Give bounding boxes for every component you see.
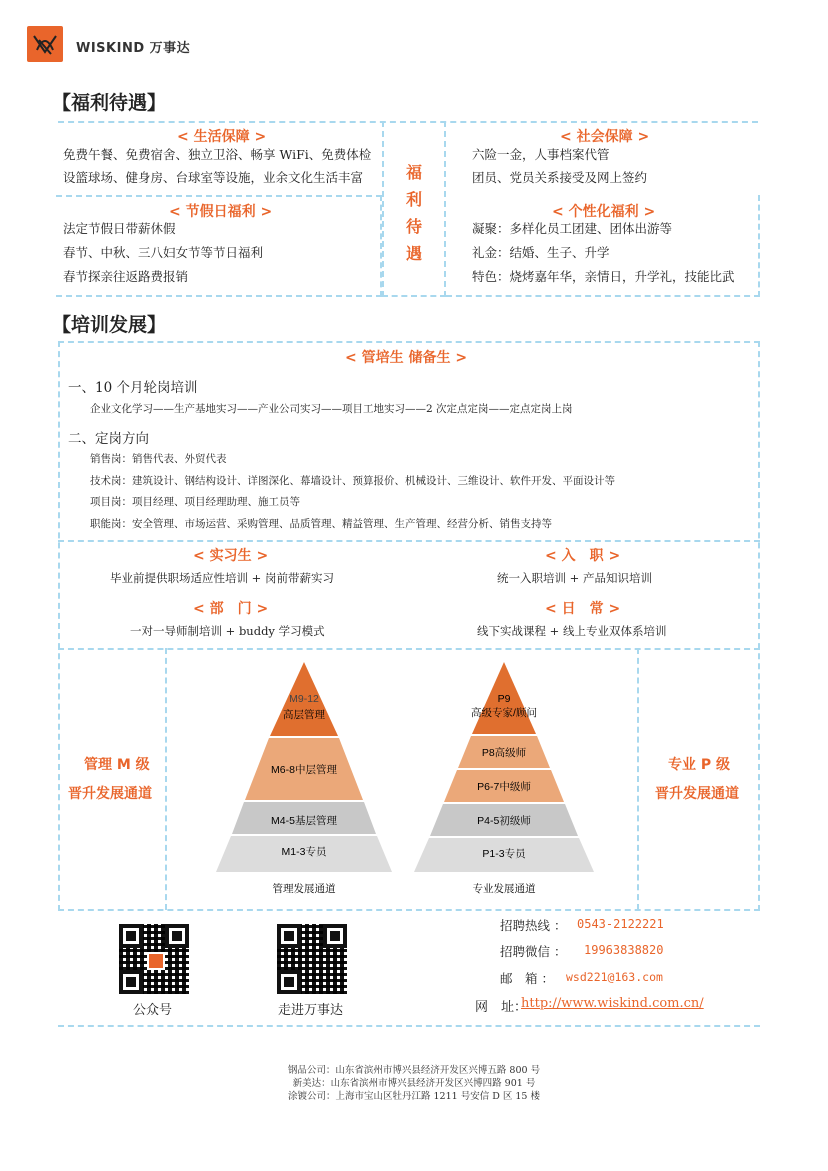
personal-line-3: 特色：烧烤嘉年华，亲情日，升学礼，技能比武 — [472, 269, 735, 284]
prof-path-label: 晋升发展通道 — [655, 786, 739, 802]
pyramid-label-m6: M6-8中层管理 — [271, 764, 337, 776]
company-logo — [27, 26, 63, 62]
email-label: 邮 箱 ： — [500, 971, 554, 986]
rotation-heading: 一、10 个月轮岗培训 — [68, 380, 198, 396]
hotline-value: 0543-2122221 — [577, 917, 664, 931]
onboard-header: < 入 职 > — [545, 548, 621, 564]
life-line-1: 免费午餐、免费宿舍、独立卫浴、畅享 WiFi、免费体检 — [63, 147, 372, 162]
life-line-2: 设篮球场、健身房、台球室等设施，业余文化生活丰富 — [63, 170, 364, 185]
wechat-label: 招聘微信 ： — [500, 944, 567, 959]
direction-tech: 技术岗：建筑设计、钢结构设计、详图深化、幕墙设计、预算报价、机械设计、三维设计、软件开发、平面设计等 — [90, 475, 615, 487]
divider — [58, 1025, 760, 1027]
pyramid-label-m9: M9-12 — [289, 693, 319, 705]
pyramid-label-p9: P9 — [497, 693, 511, 705]
hotline-label: 招聘热线 ： — [500, 918, 567, 933]
holiday-line-2: 春节、中秋、三八妇女节等节日福利 — [63, 245, 264, 260]
center-char: 利 — [405, 190, 422, 209]
holiday-line-1: 法定节假日带薪休假 — [63, 221, 176, 236]
wechat-official-qr[interactable] — [119, 924, 189, 994]
rotation-path: 企业文化学习——生产基地实习——产业公司实习——项目工地实习——2 次定点定岗——定点定岗上岗 — [90, 403, 573, 415]
direction-sales: 销售岗：销售代表、外贸代表 — [90, 453, 227, 465]
divider — [58, 540, 760, 542]
life-header: < 生活保障 > — [177, 129, 267, 145]
website-link[interactable]: http://www.wiskind.com.cn/ — [521, 996, 704, 1011]
pyramid-label-m1: M1-3专员 — [281, 846, 327, 858]
company-intro-qr[interactable] — [277, 924, 347, 994]
qr2-label: 走进万事达 — [278, 1003, 344, 1018]
logo-text: WISKIND 万事达 — [76, 41, 191, 56]
mgmt-path-label: 晋升发展通道 — [68, 786, 152, 802]
logo-mark-icon — [27, 26, 63, 62]
pyramid-label-m4: M4-5基层管理 — [271, 815, 337, 827]
pyramid-label-m9-name: 高层管理 — [283, 709, 325, 721]
career-pyramids — [166, 650, 636, 908]
training-title: 【培训发展】 — [52, 314, 167, 336]
divider — [637, 648, 639, 910]
daily-header: < 日 常 > — [545, 601, 621, 617]
intern-header: < 实习生 > — [193, 548, 269, 564]
prof-caption: 专业发展通道 — [472, 883, 536, 895]
direction-function: 职能岗：安全管理、市场运营、采购管理、品质管理、精益管理、生产管理、经营分析、销售支持等 — [90, 518, 552, 530]
holiday-header: < 节假日福利 > — [169, 204, 273, 220]
onboard-text: 统一入职培训 + 产品知识培训 — [497, 571, 652, 585]
daily-text: 线下实战课程 + 线上专业双体系培训 — [477, 624, 667, 638]
personal-line-2: 礼金：结婚、生子、升学 — [472, 245, 610, 260]
prof-level-label: 专业 P 级 — [668, 757, 731, 773]
pyramid-label-p4: P4-5初级师 — [477, 815, 531, 827]
intern-text: 毕业前提供职场适应性培训 + 岗前带薪实习 — [110, 571, 334, 585]
center-char: 福 — [405, 163, 422, 182]
center-char: 遇 — [405, 244, 422, 263]
welfare-title: 【福利待遇】 — [52, 92, 167, 114]
footer-address-2: 新美达：山东省滨州市博兴县经济开发区兴博四路 901 号 — [292, 1078, 536, 1089]
welfare-center-label — [404, 160, 424, 268]
wechat-value: 19963838820 — [584, 943, 664, 957]
footer-address-1: 钢品公司：山东省滨州市博兴县经济开发区兴博五路 800 号 — [287, 1065, 541, 1076]
personal-line-1: 凝聚：多样化员工团建、团体出游等 — [472, 221, 673, 236]
mgmt-caption: 管理发展通道 — [272, 883, 336, 895]
trainee-header: < 管培生 储备生 > — [345, 350, 468, 366]
footer-addresses — [0, 1064, 828, 1103]
social-line-2: 团员、党员关系接受及网上签约 — [472, 170, 648, 185]
email-value[interactable]: wsd221@163.com — [566, 970, 663, 984]
dept-header: < 部 门 > — [193, 601, 269, 617]
pyramid-label-p9-name: 高级专家/顾问 — [471, 707, 537, 719]
center-char: 待 — [405, 217, 422, 236]
personal-header: < 个性化福利 > — [552, 204, 656, 220]
social-header: < 社会保障 > — [560, 129, 650, 145]
web-label: 网 址： — [475, 1000, 528, 1015]
mgmt-level-label: 管理 M 级 — [84, 757, 150, 773]
qr1-label: 公众号 — [133, 1003, 173, 1018]
holiday-line-3: 春节探亲往返路费报销 — [63, 269, 189, 284]
social-line-1: 六险一金，人事档案代管 — [472, 147, 610, 162]
direction-project: 项目岗：项目经理、项目经理助理、施工员等 — [90, 496, 300, 508]
pyramid-label-p1: P1-3专员 — [482, 848, 526, 860]
pyramid-label-p6: P6-7中级师 — [477, 781, 531, 793]
dept-text: 一对一导师制培训 + buddy 学习模式 — [130, 624, 325, 638]
footer-address-3: 涂镀公司：上海市宝山区牡丹江路 1211 号安信 D 区 15 楼 — [287, 1091, 540, 1102]
pyramid-label-p8: P8高级师 — [481, 747, 527, 759]
direction-heading: 二、定岗方向 — [68, 431, 149, 447]
